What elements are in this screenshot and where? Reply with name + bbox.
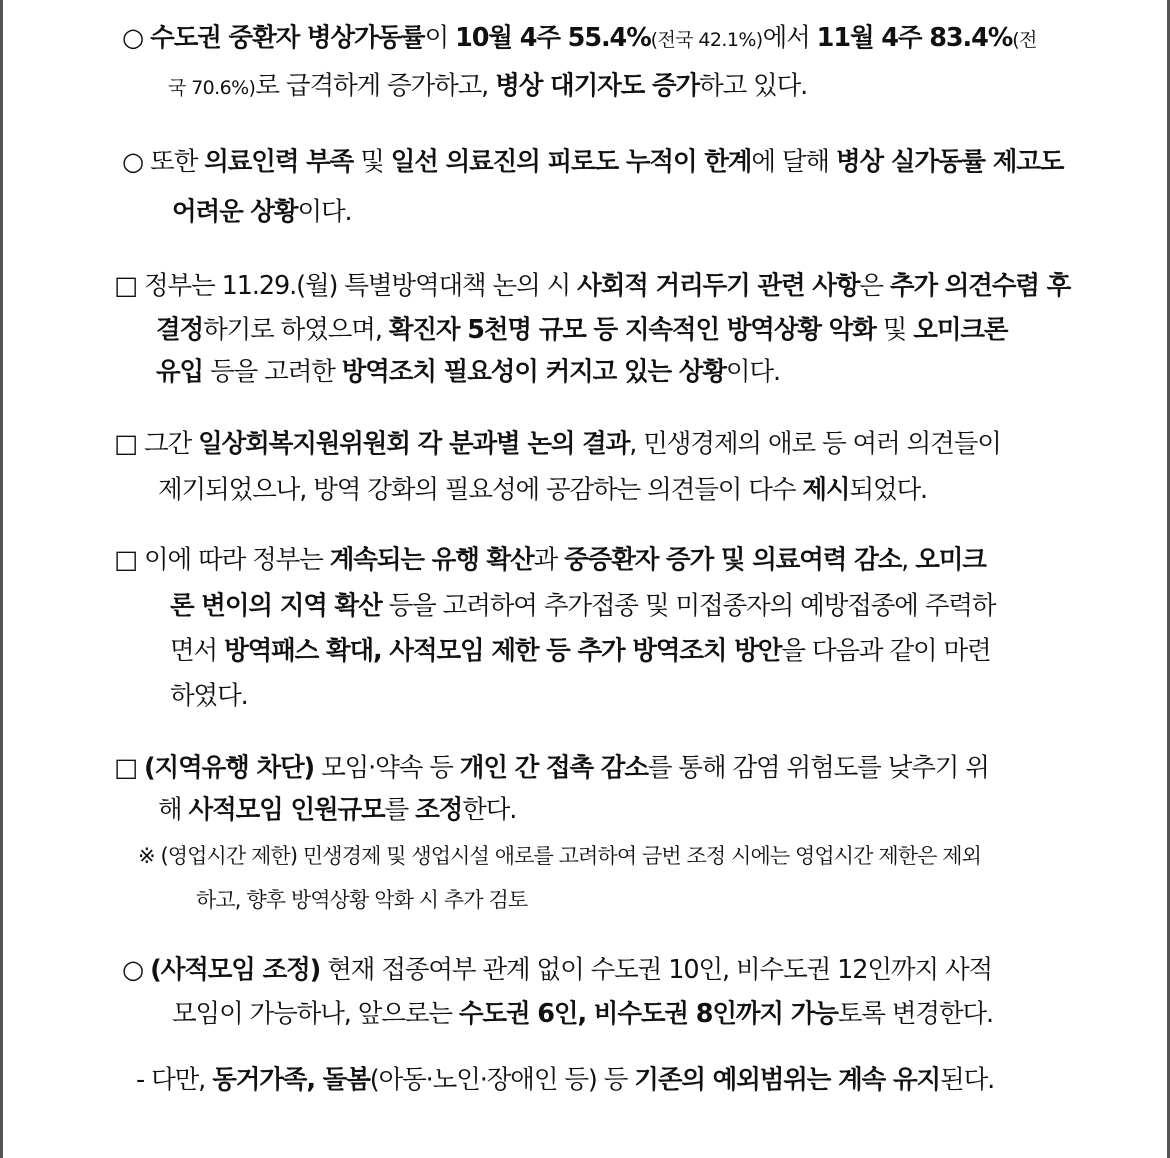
text-line	[114, 424, 1001, 460]
bold-text-run: 수도권 중환자 병상가동률	[150, 23, 425, 53]
text-run: 등을 고려한	[203, 357, 342, 387]
text-line	[158, 790, 516, 826]
text-run: 모임·약속 등	[314, 753, 460, 783]
text-run: ○	[122, 955, 151, 985]
bold-text-run: 병상 실가동률 제고도	[835, 147, 1064, 177]
text-run: 하고 있다.	[699, 71, 808, 101]
bold-text-run: 조정	[415, 795, 463, 825]
text-run: ,	[901, 545, 916, 575]
bold-text-run: (지역유행 차단)	[144, 753, 315, 783]
bold-text-run: 일선 의료진의 피로도 누적이 한계	[390, 147, 752, 177]
text-run: 면서	[170, 636, 225, 666]
bold-text-run: 사회적 거리두기 관련 사항	[577, 271, 860, 301]
text-run: 하였다.	[170, 681, 248, 711]
bold-text-run: 10월 4주 55.4%	[455, 23, 651, 53]
text-line	[122, 142, 1063, 178]
bold-text-run: 11월 4주 83.4%	[816, 23, 1013, 53]
text-run: 을 다음과 같이 마련	[781, 636, 991, 666]
text-line	[170, 631, 991, 667]
bold-text-run: 기존의 예외범위는 계속 유지	[634, 1065, 941, 1095]
text-run: 로 급격하게 증가하고,	[255, 71, 496, 101]
text-run: 제기되었으나, 방역 강화의 필요성에 공감하는 의견들이 다수	[158, 475, 803, 505]
text-run: ○ 또한	[122, 147, 205, 177]
text-line	[172, 994, 993, 1030]
text-run: ※ (영업시간 제한) 민생경제 및 생업시설 애로를 고려하여 금번 조정 시에는 영업시간 제한은 제외	[138, 844, 982, 868]
bold-text-run: 어려운 상황	[172, 197, 298, 227]
bold-text-run: 오미크	[915, 545, 986, 575]
text-run: 이	[424, 23, 456, 53]
text-line	[196, 884, 527, 914]
text-run: 토록 변경한다.	[837, 999, 994, 1029]
text-run: 되었다.	[849, 475, 928, 505]
text-run: 과	[533, 545, 565, 575]
text-run: □	[114, 753, 144, 783]
bold-text-run: (사적모임 조정)	[150, 955, 321, 985]
text-run: □ 정부는 11.29.(월) 특별방역대책 논의 시	[114, 271, 578, 301]
bold-text-run: 결정	[156, 315, 204, 345]
text-line	[122, 950, 992, 986]
bold-text-run: 일상회복지원위원회 각 분과별 논의 결과	[198, 429, 630, 459]
text-run: (아동·노인·장애인 등) 등	[369, 1065, 635, 1095]
text-run: 를	[384, 795, 416, 825]
text-run: 해	[158, 795, 189, 825]
bold-text-run: 제시	[802, 475, 850, 505]
text-run: 은	[859, 271, 890, 301]
bold-text-run: 수도권 6인, 비수도권 8인까지 가능	[458, 999, 838, 1029]
text-run: 및	[875, 315, 914, 345]
text-line	[114, 266, 1070, 302]
text-run: - 다만,	[136, 1065, 213, 1095]
text-run: 된다.	[940, 1065, 995, 1095]
text-run: , 민생경제의 애로 등 여러 의견들이	[629, 429, 1001, 459]
text-run: 한다.	[462, 795, 517, 825]
text-line	[172, 192, 352, 228]
text-run: 하기로 하였으며,	[203, 315, 389, 345]
bold-text-run: 계속되는 유행 확산	[329, 545, 534, 575]
text-run: 이다.	[725, 357, 780, 387]
bold-text-run: 론 변이의 지역 확산	[170, 591, 382, 621]
text-run: 국 70.6%)	[168, 77, 256, 99]
text-line	[170, 586, 995, 622]
text-run: 이다.	[297, 197, 352, 227]
bold-text-run: 유입	[156, 357, 204, 387]
text-line	[158, 470, 927, 506]
bold-text-run: 개인 간 접촉 감소	[459, 753, 648, 783]
text-run: 등을 고려하여 추가접종 및 미접종자의 예방접종에 주력하	[381, 591, 996, 621]
bold-text-run: 추가 의견수렴 후	[889, 271, 1071, 301]
text-run: (전국 42.1%)	[650, 29, 763, 51]
text-run: □ 그간	[114, 429, 199, 459]
text-line	[114, 540, 986, 576]
text-run: □ 이에 따라 정부는	[114, 545, 330, 575]
text-line	[136, 1060, 994, 1096]
text-line	[114, 748, 989, 784]
text-run: 에 달해	[751, 147, 836, 177]
bold-text-run: 동거가족, 돌봄	[212, 1065, 370, 1095]
text-line	[156, 352, 780, 388]
text-run: ○	[122, 23, 151, 53]
text-run: 하고, 향후 방역상황 악화 시 추가 검토	[196, 888, 528, 912]
bold-text-run: 사적모임 인원규모	[188, 795, 385, 825]
bold-text-run: 방역패스 확대, 사적모임 제한 등 추가 방역조치 방안	[224, 636, 782, 666]
bold-text-run: 의료인력 부족	[204, 147, 354, 177]
text-line	[156, 310, 1007, 346]
bold-text-run: 방역조치 필요성이 커지고 있는 상황	[341, 357, 726, 387]
text-run: (전	[1012, 29, 1037, 51]
text-run: 에서	[762, 23, 817, 53]
text-line	[170, 676, 248, 712]
text-run: 를 통해 감염 위험도를 낮추기 위	[647, 753, 989, 783]
bold-text-run: 확진자 5천명 규모 등 지속적인 방역상황 악화	[388, 315, 876, 345]
text-line	[168, 66, 807, 102]
bold-text-run: 중증환자 증가 및 의료여력 감소	[564, 545, 902, 575]
bold-text-run: 오미크론	[913, 315, 1008, 345]
page-border-left	[0, 0, 3, 1158]
text-run: 및	[353, 147, 391, 177]
text-run: 모임이 가능하나, 앞으로는	[172, 999, 459, 1029]
bold-text-run: 병상 대기자도 증가	[495, 71, 700, 101]
text-line	[122, 18, 1037, 54]
text-run: 현재 접종여부 관계 없이 수도권 10인, 비수도권 12인까지 사적	[320, 955, 993, 985]
text-line	[138, 840, 981, 870]
